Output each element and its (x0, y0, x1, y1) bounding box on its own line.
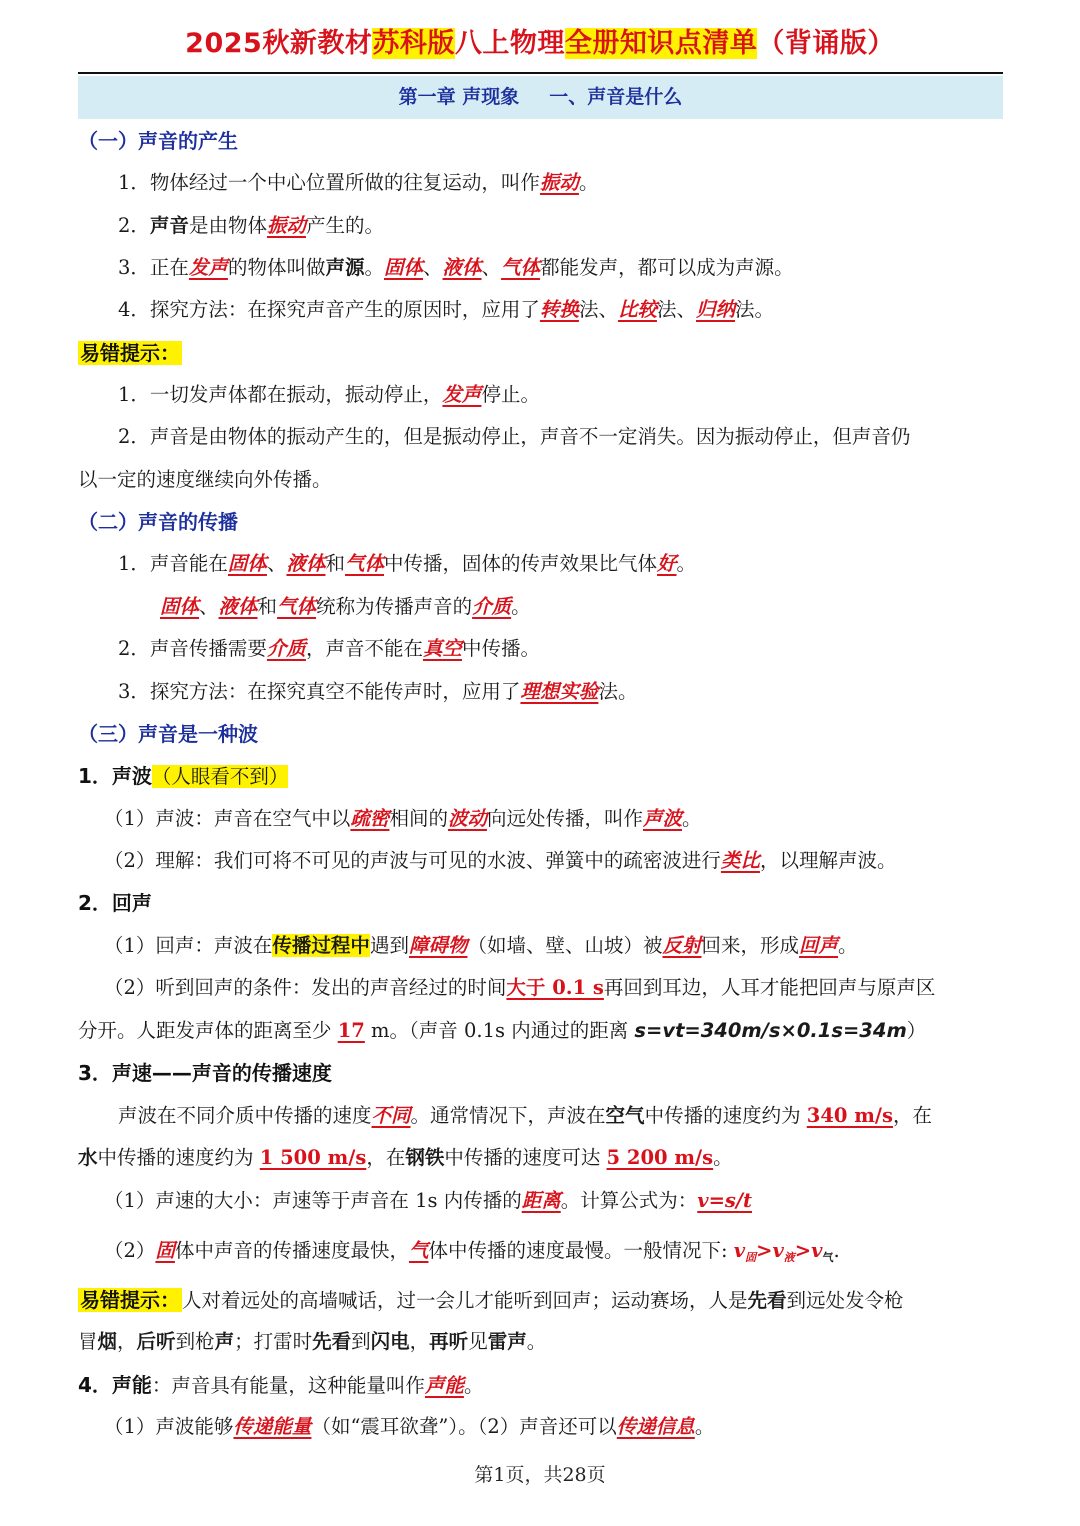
answer-blank: 固体 (383, 256, 423, 279)
list-item: 1．一切发声体都在振动，振动停止，发声停止。 (118, 383, 540, 406)
list-item: 2．声音是由物体的振动产生的，但是振动停止，声音不一定消失。因为振动停止，但声音仍 (118, 425, 911, 448)
answer-blank: 声能 (424, 1374, 464, 1397)
document-title (0, 22, 1080, 66)
list-item: 固体、液体和气体统称为传播声音的介质。 (160, 595, 531, 618)
tip-label: 易错提示： (80, 1288, 180, 1312)
highlight-note: （人眼看不到） (151, 765, 289, 788)
list-item: （1）声波：声音在空气中以疏密相间的波动向远处传播，叫作声波。 (104, 807, 702, 830)
title-divider (78, 72, 1003, 74)
answer-blank: 疏密 (350, 807, 390, 830)
answer-blank: 障碍物 (408, 934, 468, 957)
section-name: 一、声音是什么 (549, 86, 683, 108)
answer-blank: 1 500 m/s (259, 1146, 367, 1169)
list-item: 2．声音是由物体振动产生的。 (118, 214, 384, 237)
section-heading: （二）声音的传播 (78, 510, 238, 534)
answer-blank: 反射 (662, 934, 702, 957)
paragraph-line: 以一定的速度继续向外传播。 (78, 468, 332, 491)
answer-blank: 比较 (617, 298, 657, 321)
answer-blank: 距离 (521, 1189, 561, 1212)
answer-blank: 声波 (642, 807, 682, 830)
answer-blank: 液体 (442, 256, 482, 279)
list-item: 1．物体经过一个中心位置所做的往复运动，叫作振动。 (118, 171, 599, 194)
paragraph-line: 水中传播的速度约为 1 500 m/s，在钢铁中传播的速度可达 5 200 m/s。 (78, 1146, 733, 1169)
answer-blank: 真空 (422, 637, 462, 660)
answer-blank: 固体 (227, 552, 267, 575)
list-item: 3．探究方法：在探究真空不能传声时，应用了理想实验法。 (118, 680, 638, 703)
paragraph-line: 分开。人距发声体的距离至少 17 m。（声音 0.1s 内通过的距离 s=vt=340m/s×0.1s=34m） (78, 1019, 927, 1042)
answer-blank: 振动 (266, 214, 306, 237)
answer-blank: 类比 (720, 849, 760, 872)
answer-blank: 介质 (266, 637, 306, 660)
paragraph-line: 声波在不同介质中传播的速度不同。通常情况下，声波在空气中传播的速度约为 340 m/s，在 (118, 1104, 933, 1127)
answer-blank: 液体 (218, 595, 258, 618)
answer-blank: 气体 (277, 595, 317, 618)
answer-blank: 不同 (371, 1104, 411, 1127)
subheading: 2．回声 (78, 891, 152, 915)
answer-blank: 气体 (344, 552, 384, 575)
title-highlight: 苏科版 (372, 28, 455, 59)
page-number: 第1页，共28页 (474, 1464, 606, 1486)
answer-blank: 理想实验 (520, 680, 599, 703)
tip-heading (78, 338, 1008, 369)
section-heading: （三）声音是一种波 (78, 722, 258, 746)
list-item: （2）固体中声音的传播速度最快，气体中传播的速度最慢。一般情况下: $v_固>v_液>v_气$. (104, 1239, 840, 1264)
answer-blank: 340 m/s (806, 1104, 893, 1127)
list-item: （2）听到回声的条件：发出的声音经过的时间大于 0.1 s再回到耳边，人耳才能把回声与原声区 (104, 976, 936, 999)
paragraph-line: 冒烟，后听到枪声；打雷时先看到闪电，再听见雷声。 (78, 1330, 547, 1353)
answer-blank: 回声 (799, 934, 839, 957)
formula: s=vt=340m/s×0.1s=34m (634, 1019, 907, 1042)
list-item: （1）声波能够传递能量（如“震耳欲聋”）。（2）声音还可以传递信息。 (104, 1415, 715, 1438)
list-item: 2．声音传播需要介质，声音不能在真空中传播。 (118, 637, 540, 660)
paragraph-line: 易错提示： 人对着远处的高墙喊话，过一会儿才能听到回声；运动赛场，人是先看到远处发令枪 (80, 1288, 904, 1312)
answer-blank: 发声 (442, 383, 482, 406)
title-part: 2025秋新教材 (185, 28, 373, 59)
section-heading: （一）声音的产生 (78, 129, 238, 153)
answer-blank: 发声 (188, 256, 228, 279)
list-item: （1）声速的大小：声速等于声音在 1s 内传播的距离。计算公式为：v=s/t (104, 1189, 753, 1212)
title-part: 八上物理 (454, 28, 565, 59)
title-highlight: 全册知识点清单 (564, 28, 758, 59)
answer-blank: 转换 (539, 298, 579, 321)
answer-blank: 固体 (160, 595, 200, 618)
answer-blank: 气体 (501, 256, 541, 279)
answer-blank: 5 200 m/s (606, 1146, 714, 1169)
list-item: （2）理解：我们可将不可见的声波与可见的水波、弹簧中的疏密波进行类比，以理解声波。 (104, 849, 897, 872)
title-part: （背诵版） (757, 28, 895, 59)
list-item: 3．正在发声的物体叫做声源。固体、液体、气体都能发声，都可以成为声源。 (118, 256, 794, 279)
subheading: 1．声波（人眼看不到） (78, 764, 289, 788)
list-item: （1）回声：声波在传播过程中遇到障碍物（如墙、壁、山坡）被反射回来，形成回声。 (104, 934, 858, 957)
answer-blank: 振动 (539, 171, 579, 194)
formula-blank: v=s/t (697, 1189, 753, 1212)
answer-blank: 波动 (447, 807, 487, 830)
subheading: 3．声速——声音的传播速度 (78, 1061, 332, 1085)
answer-blank: 气 (408, 1239, 429, 1262)
answer-blank: 传递信息 (616, 1415, 695, 1438)
list-item: 4．探究方法：在探究声音产生的原因时，应用了转换法、比较法、归纳法。 (118, 298, 775, 321)
answer-blank: 大于 0.1 s (506, 976, 604, 999)
answer-blank: 好 (657, 552, 677, 575)
answer-blank: 介质 (472, 595, 512, 618)
chapter-banner (78, 76, 1003, 119)
subheading: 4．声能：声音具有能量，这种能量叫作声能。 (78, 1373, 484, 1397)
answer-blank: 固 (155, 1239, 175, 1262)
answer-blank: 液体 (286, 552, 326, 575)
answer-blank: 17 (337, 1019, 365, 1042)
tip-label: 易错提示： (80, 341, 180, 365)
answer-blank: 归纳 (695, 298, 735, 321)
answer-blank: 传递能量 (233, 1415, 312, 1438)
list-item: 1．声音能在固体、液体和气体中传播，固体的传声效果比气体好。 (118, 552, 697, 575)
chapter-name: 第一章 声现象 (398, 86, 520, 108)
highlight-note: 传播过程中 (272, 934, 370, 957)
